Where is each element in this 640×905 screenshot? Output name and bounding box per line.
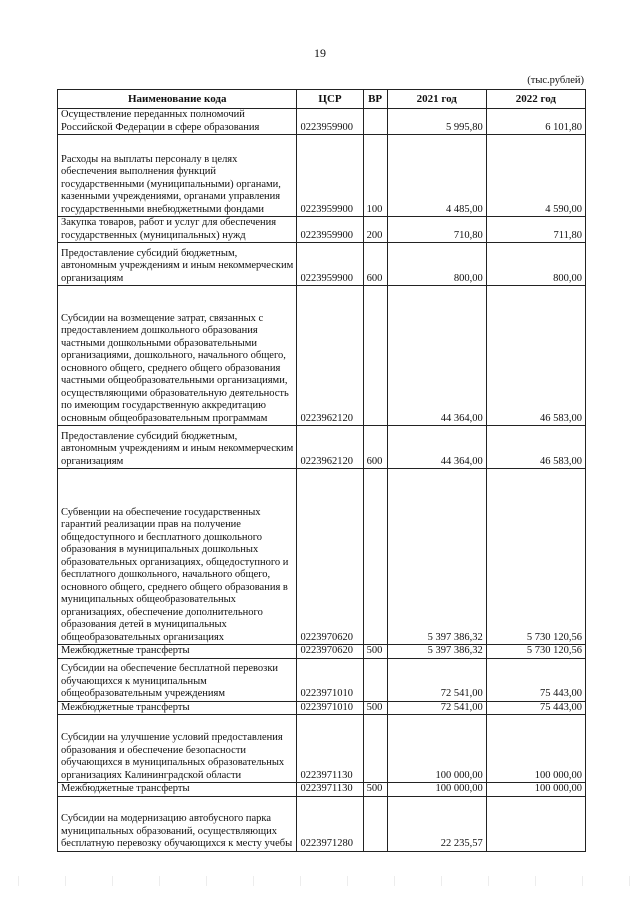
row-code: 0223971130 (297, 715, 363, 783)
row-value-2022: 46 583,00 (486, 426, 585, 469)
row-value-2022: 800,00 (486, 243, 585, 286)
row-value-2022: 46 583,00 (486, 286, 585, 426)
row-value-2021: 72 541,00 (387, 658, 486, 701)
row-value-2022: 6 101,80 (486, 109, 585, 135)
units-label: (тыс.рублей) (527, 75, 584, 86)
row-name: Расходы на выплаты персоналу в целях обеспечения выполнения функций государственными (муниципальными) органами, казенными учреждениями, органами управления государственными внебюджетными фондами (58, 135, 297, 217)
row-value-2022: 711,80 (486, 217, 585, 243)
row-code: 0223971130 (297, 783, 363, 797)
row-code: 0223959900 (297, 135, 363, 217)
row-name: Межбюджетные трансферты (58, 783, 297, 797)
row-value-2021: 800,00 (387, 243, 486, 286)
row-value-2021: 44 364,00 (387, 286, 486, 426)
row-value-2021: 72 541,00 (387, 701, 486, 715)
row-vr (363, 469, 387, 645)
row-code: 0223959900 (297, 217, 363, 243)
row-value-2022: 5 730 120,56 (486, 645, 585, 659)
table-header-row (58, 90, 586, 109)
row-name: Субсидии на модернизацию автобусного парка муниципальных образований, осуществляющих бесплатную перевозку обучающихся к месту учебы (58, 796, 297, 851)
row-value-2021: 44 364,00 (387, 426, 486, 469)
row-value-2022 (486, 796, 585, 851)
row-value-2021: 5 397 386,32 (387, 645, 486, 659)
row-value-2021: 100 000,00 (387, 715, 486, 783)
row-code: 0223971280 (297, 796, 363, 851)
row-name: Субсидии на обеспечение бесплатной перевозки обучающихся к муниципальным общеобразовательным учреждениям (58, 658, 297, 701)
row-vr: 600 (363, 243, 387, 286)
header-name: Наименование кода (58, 90, 297, 109)
row-code: 0223970620 (297, 645, 363, 659)
row-code: 0223971010 (297, 701, 363, 715)
row-vr: 500 (363, 783, 387, 797)
table-row (58, 796, 586, 851)
table-row (58, 286, 586, 426)
row-value-2022: 100 000,00 (486, 715, 585, 783)
header-vr: ВР (363, 90, 387, 109)
row-name: Межбюджетные трансферты (58, 701, 297, 715)
row-code: 0223971010 (297, 658, 363, 701)
row-value-2022: 100 000,00 (486, 783, 585, 797)
row-name: Закупка товаров, работ и услуг для обеспечения государственных (муниципальных) нужд (58, 217, 297, 243)
row-vr (363, 658, 387, 701)
row-value-2022: 5 730 120,56 (486, 469, 585, 645)
table-row (58, 658, 586, 701)
row-name: Субвенции на обеспечение государственных гарантий реализации прав на получение общедоступного и бесплатного дошкольного образования в муниципальных дошкольных образовательных организациях, общедоступного и бесплатного дошкольного, начального общего, основного общего, среднего общего образования в муниципальных общеобразовательных организациях, обеспечение дополнительного образования детей в муниципальных общеобразовательных организациях (58, 469, 297, 645)
table-row (58, 469, 586, 645)
page-number: 19 (314, 46, 326, 60)
table-row (58, 217, 586, 243)
table-row (58, 109, 586, 135)
row-vr (363, 286, 387, 426)
row-vr (363, 109, 387, 135)
row-name: Межбюджетные трансферты (58, 645, 297, 659)
header-2022: 2022 год (486, 90, 585, 109)
row-name: Предоставление субсидий бюджетным, автономным учреждениям и иным некоммерческим организациям (58, 426, 297, 469)
row-code: 0223962120 (297, 286, 363, 426)
row-vr (363, 796, 387, 851)
row-value-2021: 100 000,00 (387, 783, 486, 797)
table-row (58, 135, 586, 217)
row-name: Предоставление субсидий бюджетным, автономным учреждениям и иным некоммерческим организациям (58, 243, 297, 286)
header-code: ЦСР (297, 90, 363, 109)
table-row (58, 701, 586, 715)
table-row (58, 715, 586, 783)
row-value-2022: 4 590,00 (486, 135, 585, 217)
row-value-2021: 710,80 (387, 217, 486, 243)
row-code: 0223959900 (297, 243, 363, 286)
table-row (58, 426, 586, 469)
row-vr: 600 (363, 426, 387, 469)
row-code: 0223959900 (297, 109, 363, 135)
table-row (58, 645, 586, 659)
row-value-2021: 22 235,57 (387, 796, 486, 851)
budget-table (57, 89, 586, 852)
row-value-2022: 75 443,00 (486, 658, 585, 701)
row-name: Субсидии на возмещение затрат, связанных с предоставлением дошкольного образования частными дошкольными образовательными организациями, дошкольного, начального общего, основного общего, среднего общего образования частными общеобразовательными организациями, осуществляющими образовательную деятельность по имеющим государственную аккредитацию основным общеобразовательным программам (58, 286, 297, 426)
table-row (58, 783, 586, 797)
table-row (58, 243, 586, 286)
row-name: Осуществление переданных полномочий Российской Федерации в сфере образования (58, 109, 297, 135)
header-2021: 2021 год (387, 90, 486, 109)
row-value-2022: 75 443,00 (486, 701, 585, 715)
row-vr: 500 (363, 645, 387, 659)
row-value-2021: 5 995,80 (387, 109, 486, 135)
scan-noise (0, 876, 640, 886)
row-code: 0223962120 (297, 426, 363, 469)
row-value-2021: 5 397 386,32 (387, 469, 486, 645)
row-name: Субсидии на улучшение условий предоставления образования и обеспечение безопасности обучающихся в муниципальных образовательных организациях Калининградской области (58, 715, 297, 783)
row-vr: 200 (363, 217, 387, 243)
row-vr (363, 715, 387, 783)
row-value-2021: 4 485,00 (387, 135, 486, 217)
row-vr: 500 (363, 701, 387, 715)
row-vr: 100 (363, 135, 387, 217)
row-code: 0223970620 (297, 469, 363, 645)
